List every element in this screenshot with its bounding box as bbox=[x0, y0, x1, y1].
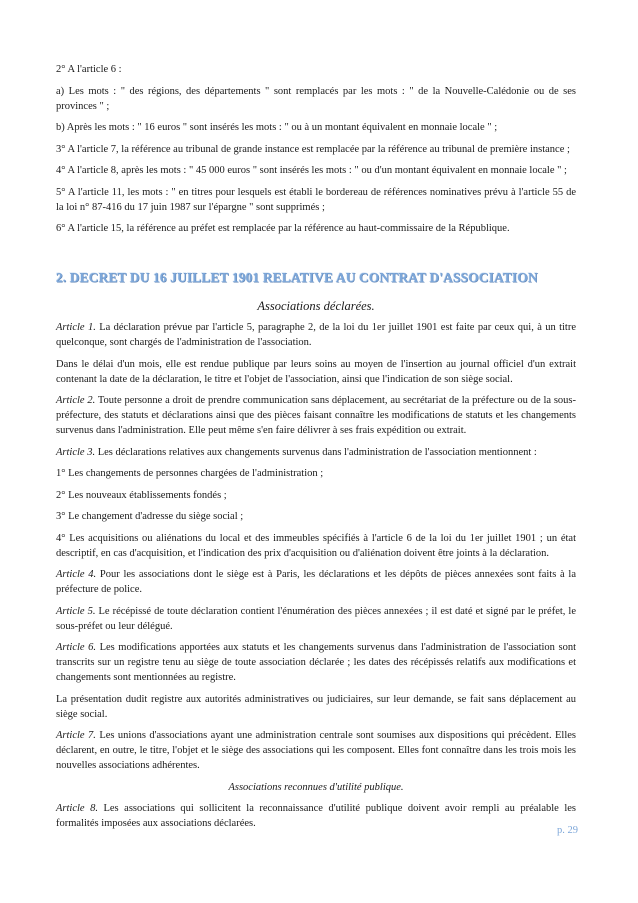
article-3-item-4 bbox=[56, 531, 576, 561]
article-4 bbox=[56, 567, 576, 597]
article-text: Pour les associations dont le siège est à Paris, les déclarations et les dépôts de pièces annexées sont faits à la préfecture de police. bbox=[56, 569, 577, 595]
paragraph-5: 5° A l'article 11, les mots : " en titres pour lesquels est établi le bordereau de références nominatives prévu à l'article 55 de la loi n° 87-416 du 17 juin 1987 sur l'épargne " sont supprimés ; bbox=[56, 186, 576, 213]
article-text: La présentation dudit registre aux autorités administratives ou judiciaires, sur leur demande, se fait sans déplacement au siège social. bbox=[56, 693, 576, 720]
article-6 bbox=[56, 640, 576, 685]
subhead-declared: Associations déclarées. bbox=[257, 299, 375, 313]
article-text: Les associations qui sollicitent la reconnaissance d'utilité publique doivent avoir rempli au préalable les formalités imposées aux associations déclarées. bbox=[56, 802, 576, 829]
article-lead: Article 3. bbox=[56, 446, 96, 458]
article-text: La déclaration prévue par l'article 5, paragraphe 2, de la loi du 1er juillet 1901 est faite par ceux qui, à un titre quelconque, sont chargés de l'administration de l'association. bbox=[56, 322, 577, 348]
paragraph-4: 4° A l'article 8, après les mots : " 45 000 euros " sont insérés les mots : " ou d'un montant équivalent en monnaie locale " ; bbox=[56, 165, 567, 176]
article-text: 3° Le changement d'adresse du siège social ; bbox=[56, 511, 244, 522]
subhead-public-utility: Associations reconnues d'utilité publique. bbox=[228, 781, 404, 793]
article-5 bbox=[56, 604, 576, 634]
article-6-continued bbox=[56, 692, 576, 722]
article-text: Les déclarations relatives aux changements survenus dans l'administration de l'association mentionnent : bbox=[95, 446, 537, 458]
article-text: Toute personne a droit de prendre communication sans déplacement, au secrétariat de la préfecture ou de la sous-préfecture, des statuts et déclarations ainsi que des pièces faisant connaître les modifications de statuts et les changements survenus dans l'administration. Elle peut même s'en faire délivrer à ses frais expédition ou extrait. bbox=[56, 395, 576, 436]
article-text: 2° Les nouveaux établissements fondés ; bbox=[56, 489, 227, 501]
paragraph-3: 3° A l'article 7, la référence au tribunal de grande instance est remplacée par la référence au tribunal de première instance ; bbox=[56, 143, 570, 155]
paragraph-6: 6° A l'article 15, la référence au préfet est remplacée par la référence au haut-commissaire de la République. bbox=[56, 223, 510, 234]
article-lead: Article 8. bbox=[56, 802, 98, 814]
article-2 bbox=[56, 393, 576, 438]
article-lead: Article 2. bbox=[56, 395, 96, 406]
article-text: Les modifications apportées aux statuts et les changements survenus dans l'administration de l'association sont transcrits sur un registre tenu au siège de toute association déclarée ; les dates des récépissés relatifs aux modifications et changements sont mentionnées au registre. bbox=[56, 642, 576, 683]
article-lead: Article 6. bbox=[56, 642, 97, 653]
article-1 bbox=[56, 320, 576, 350]
article-lead: Article 7. bbox=[56, 730, 96, 741]
page-number: p. 29 bbox=[557, 825, 578, 836]
paragraph-2b: b) Après les mots : " 16 euros " sont insérés les mots : " ou à un montant équivalent en monnaie locale " ; bbox=[56, 122, 498, 133]
article-3-item-2 bbox=[56, 488, 576, 503]
article-7 bbox=[56, 728, 576, 773]
article-8 bbox=[56, 801, 576, 831]
article-text: Le récépissé de toute déclaration contient l'énumération des pièces annexées ; il est daté et signé par le préfet, le sous-préfet ou leur délégué. bbox=[56, 605, 576, 632]
section-title: 2. DECRET DU 16 JUILLET 1901 RELATIVE AU CONTRAT D'ASSOCIATION bbox=[56, 270, 538, 285]
page-content bbox=[56, 62, 576, 837]
paragraph-2: 2° A l'article 6 : bbox=[56, 64, 122, 75]
article-3 bbox=[56, 445, 576, 460]
paragraph-2a: a) Les mots : " des régions, des départements " sont remplacés par les mots : " de la Nouvelle-Calédonie ou de ses provinces " ; bbox=[56, 85, 576, 112]
article-lead: Article 5. bbox=[56, 605, 96, 617]
article-3-item-1 bbox=[56, 466, 576, 481]
article-1-continued bbox=[56, 357, 576, 387]
article-lead: Article 4. bbox=[56, 569, 97, 580]
article-text: Dans le délai d'un mois, elle est rendue publique par leurs soins au moyen de l'insertion au journal officiel d'un extrait contenant la date de la déclaration, le titre et l'objet de l'association, ainsi que l'indication de son siège social. bbox=[56, 358, 576, 385]
article-3-item-3 bbox=[56, 509, 576, 524]
article-text: Les unions d'associations ayant une administration centrale sont soumises aux dispositions qui précèdent. Elles déclarent, en outre, le titre, l'objet et le siège des associations qui les composent. Elles font connaître dans les trois mois les nouvelles associations adhérentes. bbox=[56, 730, 576, 771]
article-text: 1° Les changements de personnes chargées de l'administration ; bbox=[56, 468, 324, 479]
article-text: 4° Les acquisitions ou aliénations du local et des immeubles spécifiés à l'article 6 de la loi du 1er juillet 1901 ; un état descriptif, en cas d'acquisition, et l'indication des prix d'acquisition ou d'aliénation doivent être joints à la déclaration. bbox=[56, 532, 576, 559]
article-lead: Article 1. bbox=[56, 322, 96, 333]
